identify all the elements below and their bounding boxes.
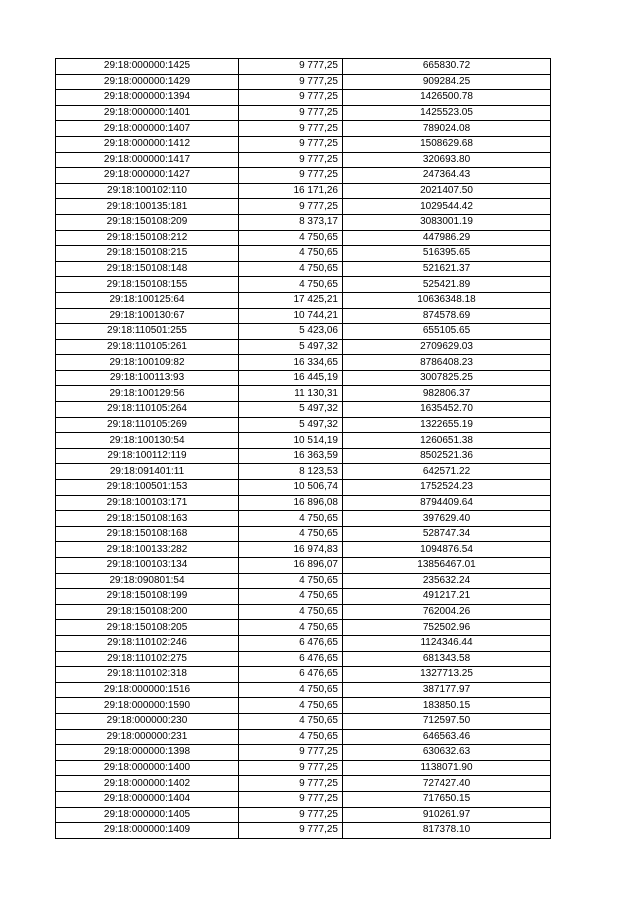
cadastral-value-cell: 1029544.42 (343, 199, 551, 215)
table-row (56, 776, 551, 792)
cadastral-value-cell: 1508629.68 (343, 136, 551, 152)
cadastral-value-cell: 665830.72 (343, 59, 551, 75)
cadastral-value-cell: 1425523.05 (343, 105, 551, 121)
cadastral-value-cell: 183850.15 (343, 698, 551, 714)
area-cell: 16 974,83 (239, 542, 343, 558)
cadastral-value-cell: 10636348.18 (343, 292, 551, 308)
cadastral-value-cell: 525421.89 (343, 277, 551, 293)
area-cell: 16 171,26 (239, 183, 343, 199)
cadastral-value-cell: 8502521.36 (343, 448, 551, 464)
cadastral-number-cell: 29:18:000000:1409 (56, 823, 239, 839)
cadastral-number-cell: 29:18:000000:231 (56, 729, 239, 745)
table-row (56, 464, 551, 480)
cadastral-value-cell: 717650.15 (343, 791, 551, 807)
cadastral-number-cell: 29:18:150108:209 (56, 214, 239, 230)
table-row (56, 230, 551, 246)
cadastral-value-cell: 681343.58 (343, 651, 551, 667)
table-row (56, 183, 551, 199)
table-row (56, 604, 551, 620)
cadastral-number-cell: 29:18:000000:230 (56, 713, 239, 729)
area-cell: 9 777,25 (239, 807, 343, 823)
table-row (56, 823, 551, 839)
cadastral-value-cell: 528747.34 (343, 526, 551, 542)
table-row (56, 308, 551, 324)
table-row (56, 682, 551, 698)
cadastral-value-cell: 13856467.01 (343, 558, 551, 574)
cadastral-value-cell: 3083001.19 (343, 214, 551, 230)
cadastral-value-cell: 646563.46 (343, 729, 551, 745)
area-cell: 16 334,65 (239, 355, 343, 371)
table-row (56, 573, 551, 589)
area-cell: 16 896,08 (239, 495, 343, 511)
table-row (56, 635, 551, 651)
cadastral-number-cell: 29:18:090801:54 (56, 573, 239, 589)
cadastral-value-cell: 789024.08 (343, 121, 551, 137)
table-row (56, 480, 551, 496)
area-cell: 4 750,65 (239, 511, 343, 527)
cadastral-number-cell: 29:18:150108:168 (56, 526, 239, 542)
table-row (56, 667, 551, 683)
area-cell: 9 777,25 (239, 152, 343, 168)
cadastral-number-cell: 29:18:000000:1405 (56, 807, 239, 823)
table-row (56, 542, 551, 558)
cadastral-value-cell: 2709629.03 (343, 339, 551, 355)
area-cell: 9 777,25 (239, 199, 343, 215)
area-cell: 9 777,25 (239, 59, 343, 75)
cadastral-value-cell: 1124346.44 (343, 635, 551, 651)
cadastral-value-cell: 235632.24 (343, 573, 551, 589)
cadastral-value-cell: 397629.40 (343, 511, 551, 527)
cadastral-value-cell: 817378.10 (343, 823, 551, 839)
cadastral-value-cell: 1138071.90 (343, 760, 551, 776)
cadastral-number-cell: 29:18:100113:93 (56, 370, 239, 386)
table-row (56, 620, 551, 636)
area-cell: 6 476,65 (239, 667, 343, 683)
cadastral-value-cell: 1327713.25 (343, 667, 551, 683)
area-cell: 4 750,65 (239, 729, 343, 745)
area-cell: 17 425,21 (239, 292, 343, 308)
cadastral-number-cell: 29:18:150108:155 (56, 277, 239, 293)
area-cell: 10 514,19 (239, 433, 343, 449)
cadastral-value-cell: 521621.37 (343, 261, 551, 277)
area-cell: 4 750,65 (239, 713, 343, 729)
table-row (56, 292, 551, 308)
area-cell: 6 476,65 (239, 635, 343, 651)
cadastral-number-cell: 29:18:100103:134 (56, 558, 239, 574)
cadastral-value-cell: 752502.96 (343, 620, 551, 636)
cadastral-number-cell: 29:18:000000:1425 (56, 59, 239, 75)
area-cell: 4 750,65 (239, 604, 343, 620)
table-row (56, 589, 551, 605)
area-cell: 8 373,17 (239, 214, 343, 230)
cadastral-value-cell: 630632.63 (343, 745, 551, 761)
area-cell: 5 497,32 (239, 402, 343, 418)
area-cell: 16 445,19 (239, 370, 343, 386)
area-cell: 4 750,65 (239, 230, 343, 246)
cadastral-value-cell: 1260651.38 (343, 433, 551, 449)
cadastral-number-cell: 29:18:100501:153 (56, 480, 239, 496)
area-cell: 9 777,25 (239, 74, 343, 90)
table-row (56, 168, 551, 184)
table-row (56, 246, 551, 262)
table-row (56, 277, 551, 293)
cadastral-value-cell: 642571.22 (343, 464, 551, 480)
area-cell: 9 777,25 (239, 823, 343, 839)
table-row (56, 386, 551, 402)
area-cell: 8 123,53 (239, 464, 343, 480)
area-cell: 16 896,07 (239, 558, 343, 574)
area-cell: 5 423,06 (239, 324, 343, 340)
cadastral-number-cell: 29:18:100135:181 (56, 199, 239, 215)
table-row (56, 199, 551, 215)
cadastral-value-cell: 491217.21 (343, 589, 551, 605)
cadastral-number-cell: 29:18:000000:1590 (56, 698, 239, 714)
table-row (56, 713, 551, 729)
table-row (56, 807, 551, 823)
table-row (56, 59, 551, 75)
cadastral-number-cell: 29:18:000000:1427 (56, 168, 239, 184)
table-row (56, 745, 551, 761)
cadastral-value-cell: 874578.69 (343, 308, 551, 324)
table-row (56, 152, 551, 168)
area-cell: 9 777,25 (239, 121, 343, 137)
cadastral-number-cell: 29:18:000000:1398 (56, 745, 239, 761)
cadastral-value-cell: 1094876.54 (343, 542, 551, 558)
cadastral-number-cell: 29:18:150108:163 (56, 511, 239, 527)
area-cell: 9 777,25 (239, 760, 343, 776)
table-row (56, 90, 551, 106)
table-row (56, 558, 551, 574)
cadastral-number-cell: 29:18:091401:11 (56, 464, 239, 480)
area-cell: 4 750,65 (239, 261, 343, 277)
cadastral-number-cell: 29:18:000000:1516 (56, 682, 239, 698)
table-row (56, 324, 551, 340)
table-row (56, 791, 551, 807)
area-cell: 9 777,25 (239, 791, 343, 807)
cadastral-number-cell: 29:18:100133:282 (56, 542, 239, 558)
area-cell: 5 497,32 (239, 339, 343, 355)
cadastral-value-table (55, 58, 551, 839)
table-row (56, 511, 551, 527)
cadastral-number-cell: 29:18:000000:1404 (56, 791, 239, 807)
table-row (56, 729, 551, 745)
cadastral-value-cell: 320693.80 (343, 152, 551, 168)
area-cell: 5 497,32 (239, 417, 343, 433)
cadastral-number-cell: 29:18:100129:56 (56, 386, 239, 402)
cadastral-value-cell: 655105.65 (343, 324, 551, 340)
area-cell: 9 777,25 (239, 168, 343, 184)
cadastral-number-cell: 29:18:110501:255 (56, 324, 239, 340)
cadastral-value-cell: 712597.50 (343, 713, 551, 729)
cadastral-number-cell: 29:18:000000:1402 (56, 776, 239, 792)
cadastral-value-cell: 3007825.25 (343, 370, 551, 386)
cadastral-number-cell: 29:18:110102:246 (56, 635, 239, 651)
area-cell: 16 363,59 (239, 448, 343, 464)
cadastral-number-cell: 29:18:100125:64 (56, 292, 239, 308)
cadastral-number-cell: 29:18:150108:199 (56, 589, 239, 605)
cadastral-number-cell: 29:18:110105:269 (56, 417, 239, 433)
table-row (56, 433, 551, 449)
cadastral-value-cell: 447986.29 (343, 230, 551, 246)
cadastral-number-cell: 29:18:000000:1417 (56, 152, 239, 168)
cadastral-value-cell: 762004.26 (343, 604, 551, 620)
table-row (56, 261, 551, 277)
area-cell: 10 506,74 (239, 480, 343, 496)
cadastral-value-cell: 8794409.64 (343, 495, 551, 511)
area-cell: 4 750,65 (239, 526, 343, 542)
cadastral-number-cell: 29:18:150108:205 (56, 620, 239, 636)
cadastral-number-cell: 29:18:000000:1394 (56, 90, 239, 106)
area-cell: 4 750,65 (239, 620, 343, 636)
cadastral-value-cell: 1752524.23 (343, 480, 551, 496)
cadastral-number-cell: 29:18:000000:1401 (56, 105, 239, 121)
area-cell: 4 750,65 (239, 682, 343, 698)
area-cell: 4 750,65 (239, 589, 343, 605)
cadastral-number-cell: 29:18:000000:1412 (56, 136, 239, 152)
table-row (56, 74, 551, 90)
cadastral-number-cell: 29:18:000000:1400 (56, 760, 239, 776)
table-row (56, 698, 551, 714)
cadastral-number-cell: 29:18:150108:148 (56, 261, 239, 277)
table-row (56, 355, 551, 371)
cadastral-value-cell: 1322655.19 (343, 417, 551, 433)
table-row (56, 370, 551, 386)
table-row (56, 526, 551, 542)
cadastral-value-cell: 247364.43 (343, 168, 551, 184)
table-row (56, 417, 551, 433)
area-cell: 4 750,65 (239, 573, 343, 589)
cadastral-value-cell: 2021407.50 (343, 183, 551, 199)
area-cell: 6 476,65 (239, 651, 343, 667)
table-row (56, 339, 551, 355)
cadastral-value-cell: 1635452.70 (343, 402, 551, 418)
cadastral-number-cell: 29:18:110102:275 (56, 651, 239, 667)
cadastral-value-cell: 727427.40 (343, 776, 551, 792)
cadastral-value-cell: 982806.37 (343, 386, 551, 402)
cadastral-value-cell: 910261.97 (343, 807, 551, 823)
table-row (56, 105, 551, 121)
cadastral-number-cell: 29:18:110102:318 (56, 667, 239, 683)
table-row (56, 651, 551, 667)
area-cell: 9 777,25 (239, 136, 343, 152)
area-cell: 4 750,65 (239, 246, 343, 262)
table-row (56, 136, 551, 152)
cadastral-value-cell: 909284.25 (343, 74, 551, 90)
cadastral-number-cell: 29:18:100103:171 (56, 495, 239, 511)
cadastral-number-cell: 29:18:000000:1407 (56, 121, 239, 137)
cadastral-number-cell: 29:18:100130:54 (56, 433, 239, 449)
cadastral-number-cell: 29:18:000000:1429 (56, 74, 239, 90)
table-row (56, 121, 551, 137)
table-row (56, 495, 551, 511)
area-cell: 4 750,65 (239, 277, 343, 293)
table-row (56, 448, 551, 464)
cadastral-number-cell: 29:18:110105:264 (56, 402, 239, 418)
table-row (56, 402, 551, 418)
cadastral-number-cell: 29:18:100112:119 (56, 448, 239, 464)
cadastral-value-cell: 516395.65 (343, 246, 551, 262)
cadastral-number-cell: 29:18:150108:215 (56, 246, 239, 262)
table-row (56, 214, 551, 230)
cadastral-number-cell: 29:18:100102:110 (56, 183, 239, 199)
cadastral-number-cell: 29:18:150108:212 (56, 230, 239, 246)
area-cell: 9 777,25 (239, 776, 343, 792)
cadastral-number-cell: 29:18:100109:82 (56, 355, 239, 371)
cadastral-number-cell: 29:18:150108:200 (56, 604, 239, 620)
cadastral-value-cell: 1426500.78 (343, 90, 551, 106)
area-cell: 9 777,25 (239, 745, 343, 761)
table-body (56, 59, 551, 839)
cadastral-value-cell: 8786408.23 (343, 355, 551, 371)
area-cell: 4 750,65 (239, 698, 343, 714)
cadastral-value-cell: 387177.97 (343, 682, 551, 698)
table-row (56, 760, 551, 776)
cadastral-number-cell: 29:18:100130:67 (56, 308, 239, 324)
area-cell: 10 744,21 (239, 308, 343, 324)
area-cell: 11 130,31 (239, 386, 343, 402)
cadastral-number-cell: 29:18:110105:261 (56, 339, 239, 355)
area-cell: 9 777,25 (239, 105, 343, 121)
area-cell: 9 777,25 (239, 90, 343, 106)
